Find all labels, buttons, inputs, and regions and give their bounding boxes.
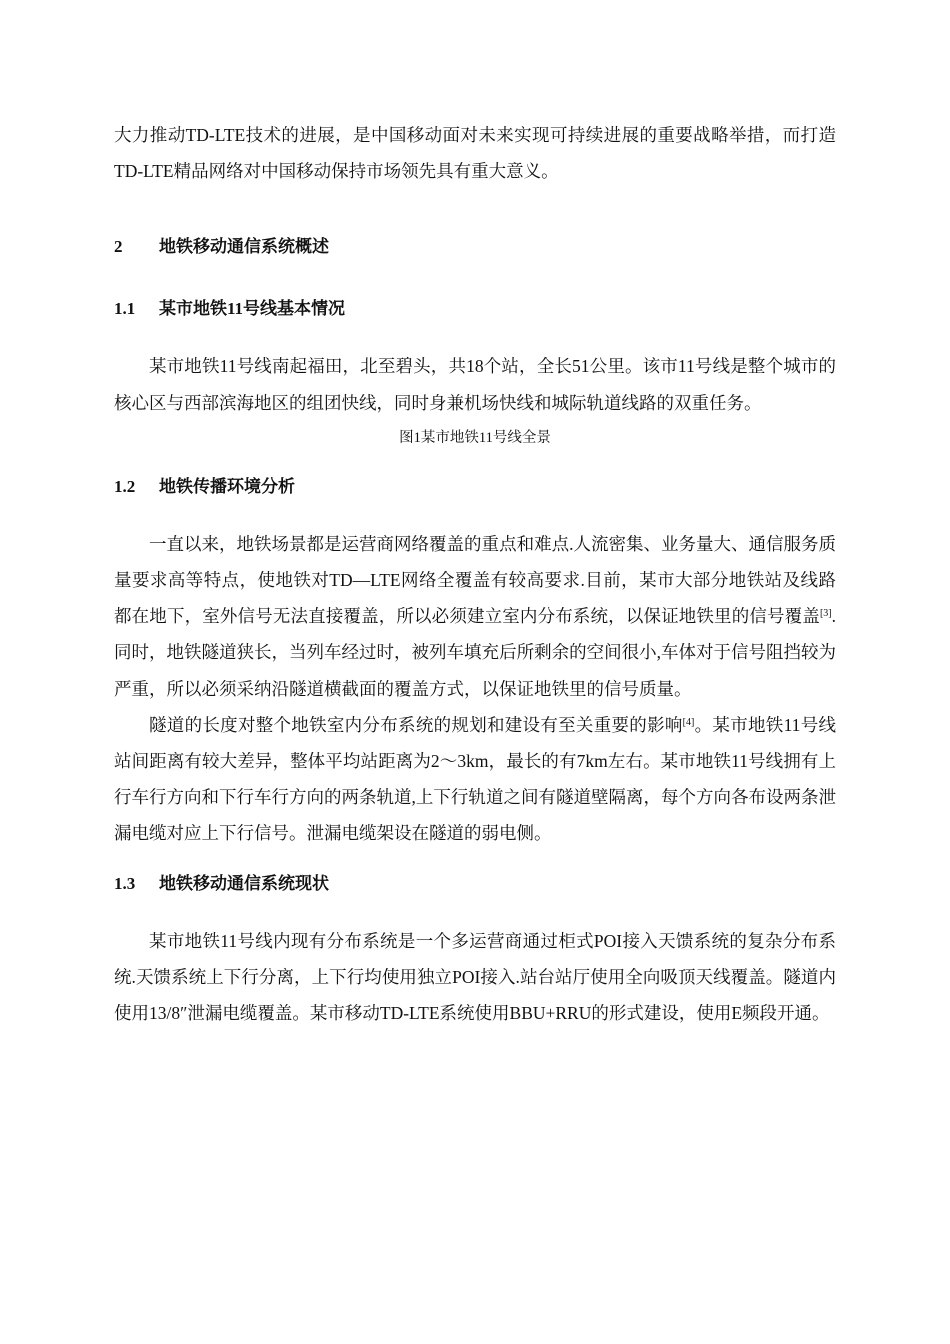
intro-paragraph: 大力推动TD-LTE技术的进展，是中国移动面对未来实现可持续进展的重要战略举措，而打造TD-LTE精品网络对中国移动保持市场领先具有重大意义。: [114, 125, 836, 182]
section-1-2-paragraph-1-text-a: 一直以来，地铁场景都是运营商网络覆盖的重点和难点.人流密集、业务量大、通信服务质量要求高等特点，使地铁对TD—LTE网络全覆盖有较高要求.目前，某市大部分地铁站及线路都在地下，室外信号无法直接覆盖，所以必须建立室内分布系统，以保证地铁里的信号覆盖: [114, 533, 836, 627]
section-1-2-number: 1.2: [114, 476, 136, 496]
figure-1-caption: 图1某市地铁11号线全景: [399, 429, 551, 446]
section-2-number: 2: [114, 237, 123, 257]
section-1-2-paragraph-1-text-b: .同时，地铁隧道狭长，当列车经过时，被列车填充后所剩余的空间很小,车体对于信号阻挡较为严重，所以必须采纳沿隧道横截面的覆盖方式，以保证地铁里的信号质量。: [114, 606, 836, 699]
section-1-3-paragraph: 某市地铁11号线内现有分布系统是一个多运营商通过柜式POI接入天馈系统的复杂分布系统.天馈系统上下行分离，上下行均使用独立POI接入.站台站厅使用全向吸顶天线覆盖。隧道内使用13/8″泄漏电缆覆盖。某市移动TD-LTE系统使用BBU+RRU的形式建设，使用E频段开通。: [114, 930, 836, 1024]
section-1-2-heading: [114, 475, 836, 499]
section-1-2-paragraph-1: [114, 526, 836, 707]
section-1-3-number: 1.3: [114, 873, 136, 893]
section-2-heading: [114, 235, 836, 259]
section-1-1-paragraph: 某市地铁11号线南起福田，北至碧头，共18个站，全长51公里。该市11号线是整个城市的核心区与西部滨海地区的组团快线，同时身兼机场快线和城际轨道线路的双重任务。: [114, 356, 836, 413]
section-1-1-title: 某市地铁11号线基本情况: [159, 299, 346, 319]
section-1-3-title: 地铁移动通信系统现状: [159, 873, 329, 893]
section-1-2-paragraph-2: [114, 707, 836, 852]
citation-3: [3]: [819, 608, 832, 620]
citation-4: [4]: [682, 716, 695, 728]
document-body: [114, 117, 836, 1031]
section-1-1-heading: [114, 297, 836, 321]
section-1-2-paragraph-2-text-a: 隧道的长度对整个地铁室内分布系统的规划和建设有至关重要的影响: [149, 714, 683, 735]
section-2-title: 地铁移动通信系统概述: [159, 237, 329, 257]
section-1-2-title: 地铁传播环境分析: [159, 476, 295, 496]
section-1-2-paragraph-2-text-b: 。某市地铁11号线站间距离有较大差异，整体平均站距离为2～3km，最长的有7km左右。某市地铁11号线拥有上行车行方向和下行车行方向的两条轨道,上下行轨道之间有隧道壁隔离，每个方向各布设两条泄漏电缆对应上下行信号。泄漏电缆架设在隧道的弱电侧。: [114, 714, 837, 844]
section-1-1-number: 1.1: [114, 299, 136, 319]
section-1-3-heading: [114, 872, 836, 896]
